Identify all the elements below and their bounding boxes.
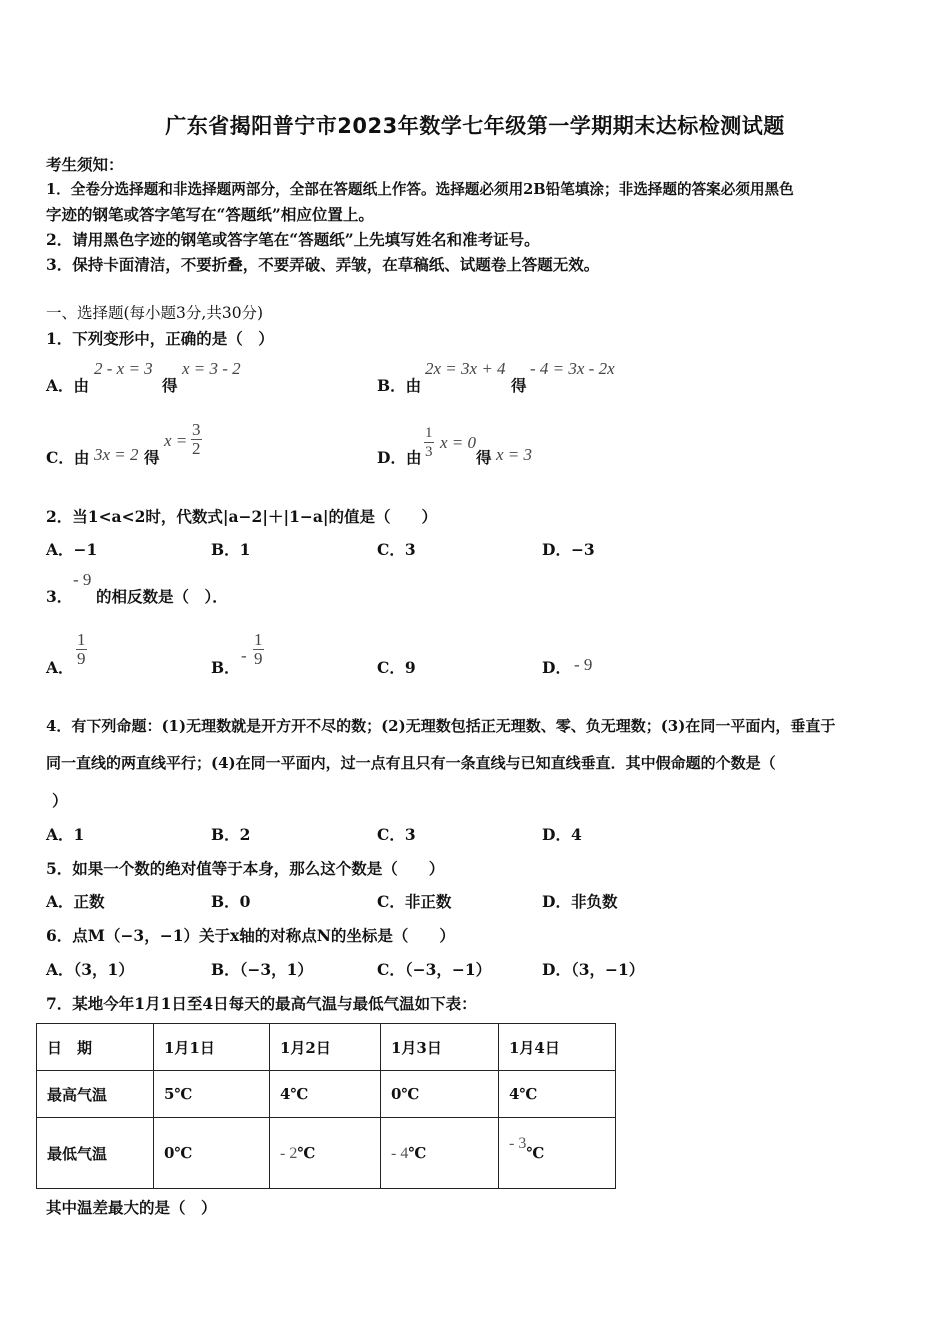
q3-option-d-value: - 9	[574, 655, 593, 674]
q3-stem: 的相反数是（ ）．	[96, 587, 228, 606]
q1-d-equation-2: x = 3	[496, 445, 533, 464]
q5-option-c: C．非正数	[377, 892, 452, 911]
q3-expression: - 9	[73, 570, 92, 589]
q2-stem: 2．当1<a<2时，代数式|a−2|＋|1−a|的值是（ ）	[46, 507, 438, 526]
q4-line-1: 4．有下列命题：(1)无理数就是开方开不尽的数；(2)无理数包括正无理数、零、负无理数；(3)在同一平面内，垂直于	[46, 717, 836, 735]
q2-option-c: C．3	[377, 540, 416, 559]
high-temp-cell: 4℃	[499, 1071, 616, 1118]
q3-b-numerator: 1	[254, 630, 263, 649]
q1-c-numerator: 3	[192, 420, 201, 439]
q4-option-b: B．2	[211, 825, 251, 844]
notice-heading: 考生须知：	[46, 155, 124, 174]
q1-c-lhs: x =	[164, 431, 188, 450]
high-temp-cell: 4℃	[270, 1071, 381, 1118]
notice-line-3: 3．保持卡面清洁，不要折叠，不要弄破、弄皱，在草稿纸、试题卷上答题无效。	[46, 255, 600, 274]
q1-d-fraction	[424, 424, 434, 461]
q1-option-d-label: D．由	[377, 448, 422, 467]
celsius-unit: ℃	[297, 1143, 316, 1162]
q1-c-denominator: 2	[192, 439, 201, 458]
q1-option-b-label: B．由	[377, 376, 422, 395]
q6-option-c: C．（−3，−1）	[377, 960, 492, 979]
q4-line-2: 同一直线的两直线平行；(4)在同一平面内，过一点有且只有一条直线与已知直线垂直．其中假命题的个数是（	[46, 754, 776, 772]
q4-option-d: D．4	[542, 825, 582, 844]
q5-stem: 5．如果一个数的绝对值等于本身，那么这个数是（ ）	[46, 859, 445, 878]
notice-line-1a: 1．全卷分选择题和非选择题两部分，全部在答题纸上作答。选择题必须用2B铅笔填涂；非选择题的答案必须用黑色	[46, 181, 794, 198]
table-header-cell: 日 期	[37, 1024, 154, 1071]
celsius-unit: ℃	[408, 1143, 427, 1162]
q2-option-b: B．1	[211, 540, 251, 559]
low-temp-cell	[270, 1118, 381, 1189]
q1-d-denominator: 3	[425, 444, 433, 460]
q3-option-a-label: A．	[46, 658, 74, 677]
q2-option-d: D．−3	[542, 540, 595, 559]
q3-b-fraction	[253, 631, 264, 668]
q5-option-d: D．非负数	[542, 892, 618, 911]
table-header-cell: 1月3日	[381, 1024, 499, 1071]
page-title: 广东省揭阳普宁市2023年数学七年级第一学期期末达标检测试题	[165, 114, 785, 138]
q1-b-equation-1: 2x = 3x + 4	[425, 359, 506, 378]
table-header-cell: 1月4日	[499, 1024, 616, 1071]
q6-option-a: A．（3，1）	[46, 960, 134, 979]
q7-question: 其中温差最大的是（ ）	[46, 1198, 217, 1217]
q4-option-a: A．1	[46, 825, 85, 844]
q3-option-b-label: B．	[211, 658, 240, 677]
low-temp-cell	[499, 1118, 616, 1189]
q5-option-a: A．正数	[46, 892, 105, 911]
q3-option-d-label: D．	[542, 658, 571, 677]
q3-number: 3．	[46, 587, 73, 606]
q1-stem: 1．下列变形中，正确的是（ ）	[46, 329, 274, 348]
low-temp-value: - 2	[280, 1144, 298, 1162]
q1-d-numerator: 1	[425, 425, 433, 441]
q5-option-b: B．0	[211, 892, 251, 911]
notice-line-1b: 字迹的钢笔或答字笔写在“答题纸”相应位置上。	[46, 205, 374, 224]
table-header-cell: 1月2日	[270, 1024, 381, 1071]
table-header-row	[37, 1024, 616, 1071]
q6-option-d: D．（3，−1）	[542, 960, 645, 979]
q1-b-get: 得	[511, 376, 527, 395]
q6-stem: 6．点M（−3，−1）关于x轴的对称点N的坐标是（ ）	[46, 926, 455, 945]
high-temp-label: 最高气温	[37, 1071, 154, 1118]
q6-option-b: B．（−3，1）	[211, 960, 313, 979]
q3-a-fraction	[76, 631, 87, 668]
table-row-high	[37, 1071, 616, 1118]
celsius-unit: ℃	[526, 1143, 545, 1162]
q7-stem: 7．某地今年1月1日至4日每天的最高气温与最低气温如下表：	[46, 994, 477, 1013]
q2-option-a: A．−1	[46, 540, 98, 559]
low-temp-cell	[381, 1118, 499, 1189]
temperature-table	[36, 1023, 616, 1189]
low-temp-value: - 3	[509, 1134, 527, 1152]
q3-a-numerator: 1	[77, 630, 86, 649]
notice-line-2: 2．请用黑色字迹的钢笔或答字笔在“答题纸”上先填写姓名和准考证号。	[46, 230, 540, 249]
section-heading: 一、选择题(每小题3分,共30分)	[46, 304, 264, 322]
q1-d-equation-1: x = 0	[440, 433, 477, 452]
low-temp-cell: 0℃	[154, 1118, 270, 1189]
q1-a-get: 得	[162, 376, 178, 395]
table-row-low	[37, 1118, 616, 1189]
q1-b-equation-2: - 4 = 3x - 2x	[530, 359, 615, 378]
low-temp-label: 最低气温	[37, 1118, 154, 1189]
q3-b-sign: -	[241, 646, 247, 665]
q4-line-3: ）	[52, 791, 68, 810]
q1-c-equation-1: 3x = 2	[94, 445, 139, 464]
q1-d-get: 得	[476, 448, 492, 467]
q3-b-denominator: 9	[254, 649, 263, 668]
low-temp-value: - 4	[391, 1144, 409, 1162]
q1-option-a-label: A．由	[46, 376, 90, 395]
q1-a-equation-2: x = 3 - 2	[182, 359, 241, 378]
table-header-cell: 1月1日	[154, 1024, 270, 1071]
q1-c-fraction	[191, 421, 202, 458]
q3-a-denominator: 9	[77, 649, 86, 668]
q3-option-c: C．9	[377, 658, 416, 677]
high-temp-cell: 5℃	[154, 1071, 270, 1118]
q1-c-get: 得	[144, 448, 160, 467]
q4-option-c: C．3	[377, 825, 416, 844]
high-temp-cell: 0℃	[381, 1071, 499, 1118]
q1-a-equation-1: 2 - x = 3	[94, 359, 153, 378]
q1-option-c-label: C．由	[46, 448, 90, 467]
